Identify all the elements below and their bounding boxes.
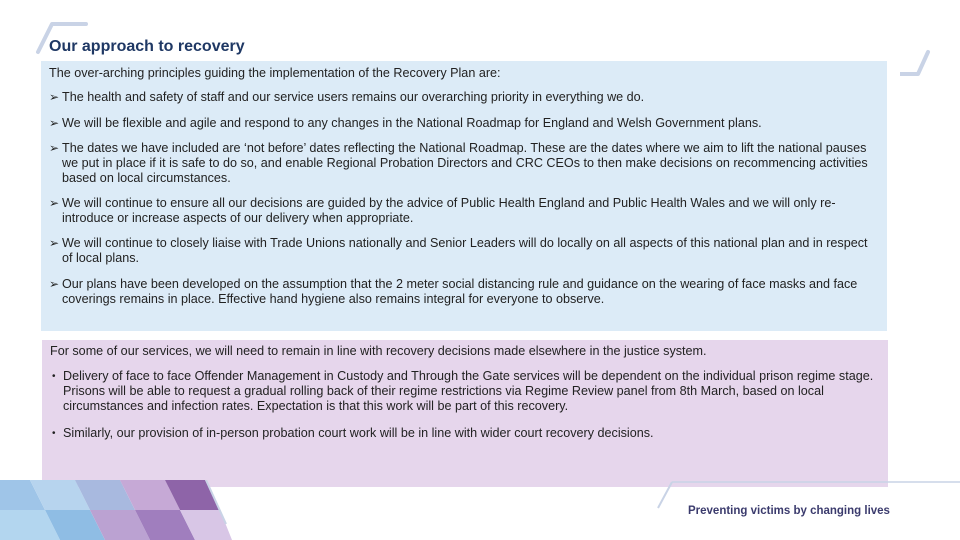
principle-text: We will be flexible and agile and respond to any changes in the National Roadmap for England and Welsh Government plans. [62, 116, 762, 130]
principle-item [49, 196, 879, 226]
principle-text: The health and safety of staff and our service users remains our overarching priority in everything we do. [62, 90, 645, 104]
arrow-bullet-icon: ➢ [49, 116, 60, 130]
principle-item [49, 116, 879, 131]
corner-bracket-top-right [900, 40, 960, 90]
bullet-icon: • [52, 371, 56, 382]
justice-panel [42, 340, 888, 487]
principle-item [49, 90, 879, 105]
justice-text: Delivery of face to face Offender Management in Custody and Through the Gate services will be dependent on the individual prison regime stage. Prisons will be able to request a gradual rolling back of their regime restrictions via Regime Review panel from 8th March, based on local circumstances and infection rates. Expectation is that this work will be part of this recovery. [63, 369, 874, 413]
principle-item [49, 277, 879, 307]
arrow-bullet-icon: ➢ [49, 196, 60, 210]
bullet-icon: • [52, 428, 56, 439]
justice-intro: For some of our services, we will need to remain in line with recovery decisions made elsewhere in the justice system. [50, 344, 707, 358]
arrow-bullet-icon: ➢ [49, 277, 60, 291]
principles-intro: The over-arching principles guiding the implementation of the Recovery Plan are: [49, 66, 501, 80]
justice-item [52, 426, 882, 441]
principle-text: We will continue to ensure all our decisions are guided by the advice of Public Health England and Public Health Wales and we will only re-introduce or increase aspects of our delivery when appropriate. [62, 196, 836, 225]
justice-text: Similarly, our provision of in-person probation court work will be in line with wider court recovery decisions. [63, 426, 654, 440]
principle-text: The dates we have included are ‘not before’ dates reflecting the National Roadmap. These are the dates where we aim to lift the national pauses we put in place if it is safe to do so, and enable Regional Probation Directors and CRC CEOs to then make decisions on recommencing activities based on local circumstances. [62, 141, 868, 185]
principle-text: Our plans have been developed on the assumption that the 2 meter social distancing rule and guidance on the wearing of face masks and face coverings remains in place. Effective hand hygiene also remains integral for everyone to observe. [62, 277, 858, 306]
principles-panel [41, 61, 887, 331]
principle-item [49, 236, 879, 266]
principle-item [49, 141, 879, 186]
slide-title: Our approach to recovery [49, 38, 245, 55]
arrow-bullet-icon: ➢ [49, 236, 60, 250]
justice-item [52, 369, 882, 414]
footer-tagline: Preventing victims by changing lives [688, 505, 890, 517]
arrow-bullet-icon: ➢ [49, 90, 60, 104]
principle-text: We will continue to closely liaise with Trade Unions nationally and Senior Leaders will do locally on all aspects of this national plan and in respect of local plans. [62, 236, 868, 265]
arrow-bullet-icon: ➢ [49, 141, 60, 155]
